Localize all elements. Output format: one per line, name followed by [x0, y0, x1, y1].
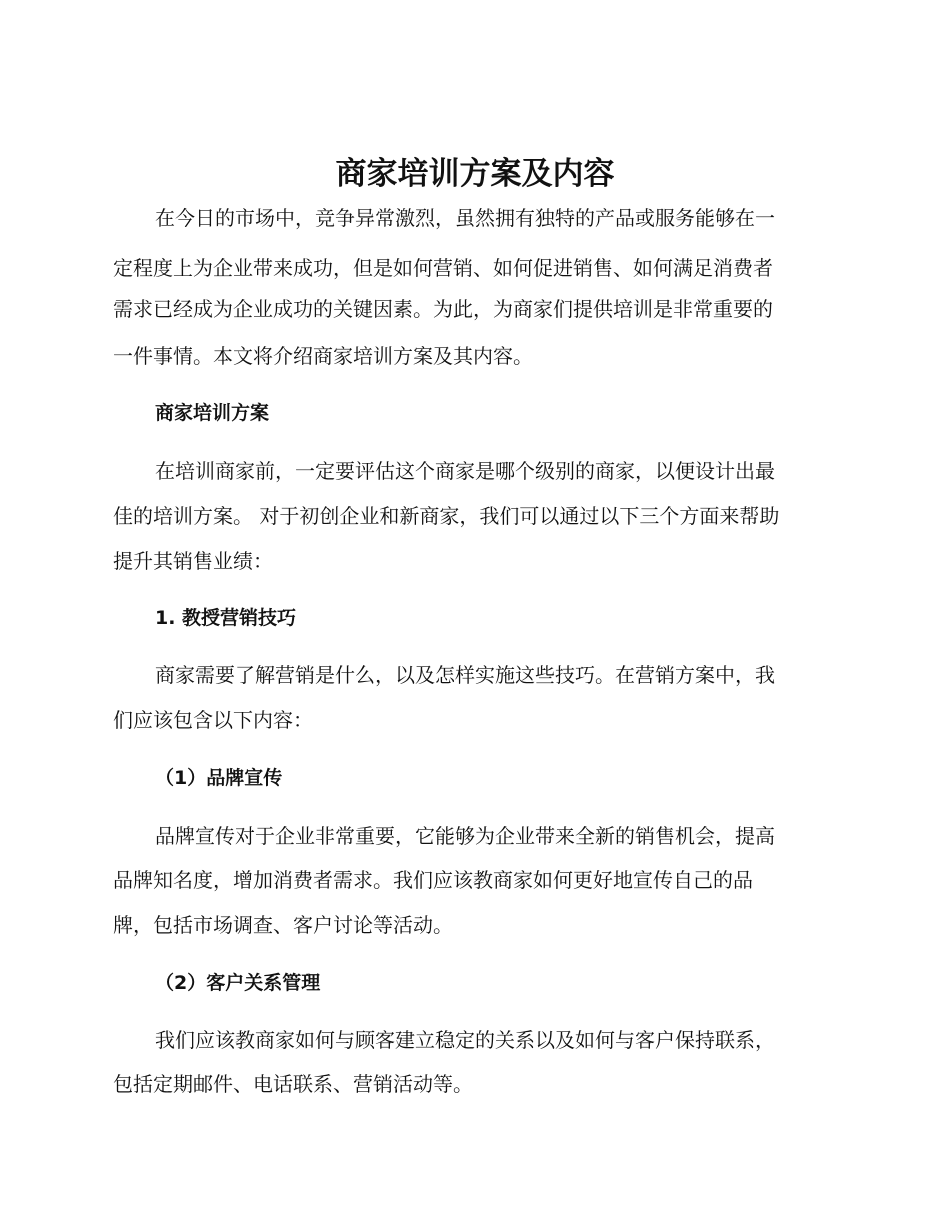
sub2-heading: （2）客户关系管理	[155, 972, 321, 994]
sub1-line-2: 品牌知名度，增加消费者需求。我们应该教商家如何更好地宣传自己的品	[113, 868, 753, 892]
sub2-line-2: 包括定期邮件、电话联系、营销活动等。	[113, 1072, 473, 1096]
section-line-1: 在培训商家前，一定要评估这个商家是哪个级别的商家，以便设计出最	[155, 459, 775, 483]
item1-heading: 1. 教授营销技巧	[155, 607, 297, 629]
section-line-2: 佳的培训方案。 对于初创企业和新商家，我们可以通过以下三个方面来帮助	[113, 504, 780, 528]
intro-line-2: 定程度上为企业带来成功，但是如何营销、如何促进销售、如何满足消费者	[113, 256, 773, 280]
intro-line-3: 需求已经成为企业成功的关键因素。为此，为商家们提供培训是非常重要的	[113, 297, 773, 321]
sub1-line-1: 品牌宣传对于企业非常重要，它能够为企业带来全新的销售机会，提高	[155, 824, 775, 848]
sub1-heading: （1）品牌宣传	[155, 767, 283, 789]
item1-line-2: 们应该包含以下内容：	[113, 708, 313, 732]
sub2-line-1: 我们应该教商家如何与顾客建立稳定的关系以及如何与客户保持联系，	[155, 1028, 775, 1052]
intro-line-1: 在今日的市场中，竞争异常激烈，虽然拥有独特的产品或服务能够在一	[155, 206, 775, 230]
item1-line-1: 商家需要了解营销是什么，以及怎样实施这些技巧。在营销方案中，我	[155, 663, 775, 687]
section-line-3: 提升其销售业绩：	[113, 549, 273, 573]
sub1-line-3: 牌，包括市场调查、客户讨论等活动。	[113, 913, 453, 937]
document-title: 商家培训方案及内容	[335, 156, 615, 192]
section-heading: 商家培训方案	[155, 402, 270, 424]
intro-line-4: 一件事情。本文将介绍商家培训方案及其内容。	[113, 344, 533, 368]
